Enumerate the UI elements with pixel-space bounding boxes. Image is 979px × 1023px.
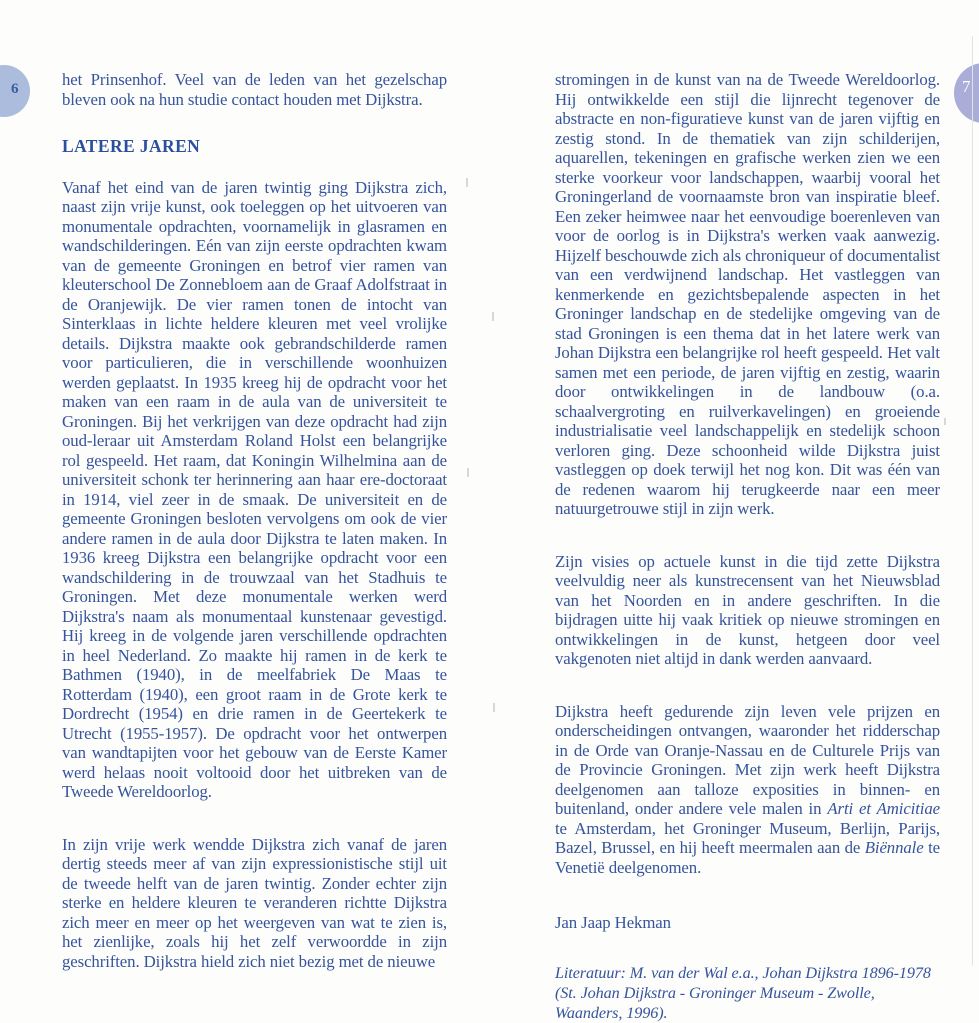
paragraph-3-italic-title: Arti et Amicitiae bbox=[827, 799, 940, 818]
right-paragraph-3 bbox=[555, 702, 940, 878]
left-paragraph-2: In zijn vrije werk wendde Dijkstra zich vanaf de jaren dertig steeds meer af van zijn expressionistische stijl uit de tweede helft van de jaren twintig. Zonder echter zijn sterke en heldere kleuren te veranderen richtte Dijkstra zich meer en meer op het weergeven van wat te zien is, het zienlijke, zoals hij het zelf verwoordde in zijn geschriften. Dijkstra hield zich niet bezig met de nieuwe bbox=[62, 834, 447, 971]
paragraph-3-italic-title: Biënnale bbox=[864, 838, 924, 857]
left-intro-paragraph: het Prinsenhof. Veel van de leden van het gezelschap bleven ook na hun studie contact houden met Dijkstra. bbox=[62, 70, 447, 109]
page-edge-scan-line bbox=[972, 36, 973, 966]
page-number-badge-right bbox=[954, 63, 979, 123]
page-number-left: 6 bbox=[11, 81, 19, 97]
page-number-right: 7 bbox=[962, 77, 971, 96]
literature-line-1: Literatuur: M. van der Wal e.a., Johan Dijkstra 1896-1978 bbox=[555, 963, 931, 982]
page-number-badge-left bbox=[0, 65, 30, 117]
paragraph-3-text: te Amsterdam, het Groninger Museum, Berlijn, Parijs, Bazel, Brussel, en hij heeft meermalen aan de bbox=[555, 818, 940, 857]
paragraph-3-text: te Venetië deelgenomen. bbox=[555, 838, 940, 877]
literature-line-2: (St. Johan Dijkstra - Groninger Museum - Zwolle, Waanders, 1996). bbox=[555, 983, 875, 1022]
right-paragraph-2: Zijn visies op actuele kunst in die tijd zette Dijkstra veelvuldig neer als kunstrecensent van het Nieuwsblad van het Noorden en in andere geschriften. In die bijdragen uitte hij vaak kritiek op nieuwe stromingen en ontwikkelingen in de kunst, hetgeen door veel vakgenoten niet altijd in dank werden aanvaard. bbox=[555, 551, 940, 668]
paragraph-3-text: Dijkstra heeft gedurende zijn leven vele prijzen en onderscheidingen ontvangen, waaronder het ridderschap in de Orde van Oranje-Nassau en de Culturele Prijs van de Provincie Groningen. Met zijn werk heeft Dijkstra deelgenomen aan talloze exposities in binnen- en buitenland, onder andere vele malen in bbox=[555, 701, 940, 818]
literature-reference bbox=[555, 963, 940, 1023]
left-page-column bbox=[62, 70, 447, 971]
right-page-column bbox=[555, 70, 940, 1023]
left-paragraph-1: Vanaf het eind van de jaren twintig ging Dijkstra zich, naast zijn vrije kunst, ook toeleggen op het uitvoeren van monumentale opdrachten, voornamelijk in glasramen en wandschilderingen. Eén van zijn eerste opdrachten kwam van de gemeente Groningen en betrof vier ramen van kleuterschool De Zonnebloem aan de Graaf Adolfstraat in de Oranjewijk. De vier ramen tonen de intocht van Sinterklaas in lichte heldere kleuren met veel vrolijke details. Dijkstra maakte ook gebrandschilderde ramen voor particulieren, die in verschillende woonhuizen werden geplaatst. In 1935 kreeg hij de opdracht voor het maken van een raam in de aula van de universiteit te Groningen. Bij het verkrijgen van deze opdracht had zijn oud-leraar uit Amsterdam Roland Holst een belangrijke rol gespeeld. Het raam, dat Koningin Wilhelmina aan de universiteit schonk ter herinnering aan haar ere-doctoraat in 1914, viel zeer in de smaak. De universiteit en de gemeente Groningen besloten vervolgens om ook de vier andere ramen in de aula door Dijkstra te laten maken. In 1936 kreeg Dijkstra een belangrijke opdracht voor een wandschildering in de trouwzaal van het Stadhuis te Groningen. Met deze monumentale werken werd Dijkstra's naam als monumentaal kunstenaar gevestigd. Hij kreeg in de volgende jaren verschillende opdrachten in heel Nederland. Zo maakte hij ramen in de kerk te Bathmen (1940), in de meelfabriek De Maas te Rotterdam (1940), een groot raam in de Grote kerk te Dordrecht (1954) en drie ramen in de Geertekerk te Utrecht (1955-1957). De opdracht voor het ontwerpen van wandtapijten voor het gebouw van de Eerste Kamer werd helaas nooit voltooid door het uitbreken van de Tweede Wereldoorlog. bbox=[62, 177, 447, 801]
author-name: Jan Jaap Hekman bbox=[555, 913, 671, 932]
gutter-scan-mark bbox=[467, 468, 469, 477]
gutter-scan-mark bbox=[492, 312, 494, 321]
section-heading: LATERE JAREN bbox=[62, 136, 201, 156]
gutter-scan-mark bbox=[493, 703, 495, 712]
right-paragraph-1: stromingen in de kunst van na de Tweede Wereldoorlog. Hij ontwikkelde een stijl die lijnrecht tegenover de abstracte en non-figuratieve kunst van de jaren vijftig en zestig stond. In de thematiek van zijn schilderijen, aquarellen, tekeningen en grafische werken zien we een sterke voorkeur voor landschappen, waarbij vooral het Groningerland de voornaamste bron van inspiratie bleef. Een zeker heimwee naar het eenvoudige boerenleven van voor de oorlog is in Dijkstra's werken vaak aanwezig. Hijzelf beschouwde zich als chroniqueur of documentalist van een verdwijnend landschap. Het vastleggen van kenmerkende en gezichtsbepalende aspecten in het Groninger landschap en de stedelijke omgeving van de stad Groningen is een thema dat in het latere werk van Johan Dijkstra een belangrijke rol heeft gespeeld. Het valt samen met een periode, de jaren vijftig en zestig, waarin door ontwikkelingen in de landbouw (o.a. schaalvergroting en ruilverkavelingen) en groeiende industrialisatie veel landschappelijk en stedelijk schoon verloren ging. Deze schoonheid wilde Dijkstra juist vastleggen op doek terwijl het nog kon. Dit was één van de redenen waarom hij terugkeerde naar een meer natuurgetrouwe stijl in zijn werk. bbox=[555, 70, 940, 518]
gutter-scan-mark bbox=[466, 178, 468, 187]
gutter-scan-mark bbox=[944, 418, 946, 425]
